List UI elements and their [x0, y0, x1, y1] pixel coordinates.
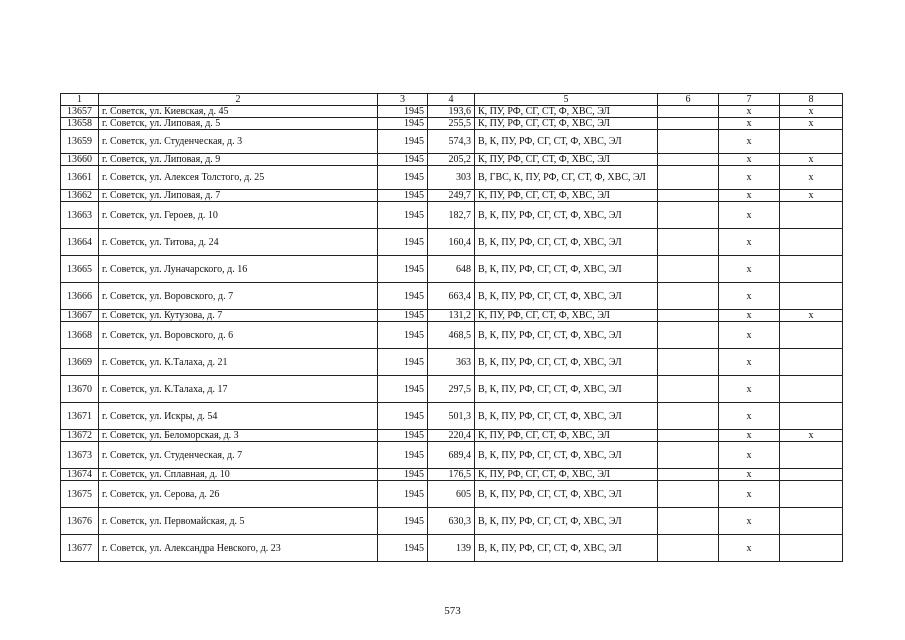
- year-cell: 1945: [378, 469, 428, 481]
- column-7-mark: х: [719, 508, 780, 535]
- column-8-mark: [780, 130, 843, 154]
- address-cell: г. Советск, ул. К.Талаха, д. 21: [99, 349, 378, 376]
- area-cell: 160,4: [428, 229, 475, 256]
- utilities-cell: К, ПУ, РФ, СГ, СТ, Ф, ХВС, ЭЛ: [475, 310, 658, 322]
- address-cell: г. Советск, ул. Титова, д. 24: [99, 229, 378, 256]
- row-number: 13672: [61, 430, 99, 442]
- column-header: 7: [719, 94, 780, 106]
- column-8-mark: [780, 202, 843, 229]
- area-cell: 131,2: [428, 310, 475, 322]
- table-row: [61, 310, 843, 322]
- row-number: 13676: [61, 508, 99, 535]
- column-8-mark: [780, 481, 843, 508]
- column-8-mark: [780, 256, 843, 283]
- area-cell: 630,3: [428, 508, 475, 535]
- table-row: [61, 130, 843, 154]
- utilities-cell: В, К, ПУ, РФ, СГ, СТ, Ф, ХВС, ЭЛ: [475, 322, 658, 349]
- column-header: 2: [99, 94, 378, 106]
- address-cell: г. Советск, ул. Александра Невского, д. 23: [99, 535, 378, 562]
- table-row: [61, 376, 843, 403]
- column-6-cell: [658, 106, 719, 118]
- column-8-mark: [780, 469, 843, 481]
- utilities-cell: К, ПУ, РФ, СГ, СТ, Ф, ХВС, ЭЛ: [475, 190, 658, 202]
- column-8-mark: [780, 535, 843, 562]
- address-cell: г. Советск, ул. Липовая, д. 7: [99, 190, 378, 202]
- column-7-mark: х: [719, 154, 780, 166]
- column-6-cell: [658, 166, 719, 190]
- utilities-cell: К, ПУ, РФ, СГ, СТ, Ф, ХВС, ЭЛ: [475, 430, 658, 442]
- row-number: 13663: [61, 202, 99, 229]
- utilities-cell: В, К, ПУ, РФ, СГ, СТ, Ф, ХВС, ЭЛ: [475, 202, 658, 229]
- utilities-cell: К, ПУ, РФ, СГ, СТ, Ф, ХВС, ЭЛ: [475, 469, 658, 481]
- column-6-cell: [658, 376, 719, 403]
- address-cell: г. Советск, ул. Кутузова, д. 7: [99, 310, 378, 322]
- row-number: 13665: [61, 256, 99, 283]
- table-row: [61, 283, 843, 310]
- column-6-cell: [658, 481, 719, 508]
- column-6-cell: [658, 202, 719, 229]
- area-cell: 648: [428, 256, 475, 283]
- column-6-cell: [658, 283, 719, 310]
- table-row: [61, 442, 843, 469]
- address-cell: г. Советск, ул. Искры, д. 54: [99, 403, 378, 430]
- column-7-mark: х: [719, 322, 780, 349]
- column-6-cell: [658, 118, 719, 130]
- year-cell: 1945: [378, 535, 428, 562]
- area-cell: 297,5: [428, 376, 475, 403]
- column-6-cell: [658, 229, 719, 256]
- column-8-mark: [780, 376, 843, 403]
- area-cell: 220,4: [428, 430, 475, 442]
- table-row: [61, 535, 843, 562]
- column-header: 3: [378, 94, 428, 106]
- column-8-mark: х: [780, 118, 843, 130]
- row-number: 13668: [61, 322, 99, 349]
- column-6-cell: [658, 154, 719, 166]
- column-header: 4: [428, 94, 475, 106]
- table-row: [61, 349, 843, 376]
- column-8-mark: [780, 283, 843, 310]
- column-7-mark: х: [719, 403, 780, 430]
- column-6-cell: [658, 535, 719, 562]
- row-number: 13658: [61, 118, 99, 130]
- column-6-cell: [658, 442, 719, 469]
- column-6-cell: [658, 190, 719, 202]
- area-cell: 205,2: [428, 154, 475, 166]
- year-cell: 1945: [378, 376, 428, 403]
- address-cell: г. Советск, ул. Воровского, д. 7: [99, 283, 378, 310]
- row-number: 13659: [61, 130, 99, 154]
- column-7-mark: х: [719, 283, 780, 310]
- column-7-mark: х: [719, 376, 780, 403]
- column-header: 8: [780, 94, 843, 106]
- area-cell: 501,3: [428, 403, 475, 430]
- year-cell: 1945: [378, 481, 428, 508]
- utilities-cell: К, ПУ, РФ, СГ, СТ, Ф, ХВС, ЭЛ: [475, 106, 658, 118]
- column-7-mark: х: [719, 442, 780, 469]
- utilities-cell: В, К, ПУ, РФ, СГ, СТ, Ф, ХВС, ЭЛ: [475, 256, 658, 283]
- column-6-cell: [658, 256, 719, 283]
- year-cell: 1945: [378, 508, 428, 535]
- table-row: [61, 106, 843, 118]
- table-row: [61, 469, 843, 481]
- year-cell: 1945: [378, 190, 428, 202]
- column-7-mark: х: [719, 130, 780, 154]
- column-7-mark: х: [719, 481, 780, 508]
- header-row: [61, 94, 843, 106]
- row-number: 13671: [61, 403, 99, 430]
- area-cell: 363: [428, 349, 475, 376]
- address-cell: г. Советск, ул. Киевская, д. 45: [99, 106, 378, 118]
- column-7-mark: х: [719, 190, 780, 202]
- year-cell: 1945: [378, 130, 428, 154]
- table-row: [61, 118, 843, 130]
- column-7-mark: х: [719, 202, 780, 229]
- address-cell: г. Советск, ул. Студенческая, д. 7: [99, 442, 378, 469]
- column-header: 5: [475, 94, 658, 106]
- column-6-cell: [658, 403, 719, 430]
- area-cell: 468,5: [428, 322, 475, 349]
- column-7-mark: х: [719, 469, 780, 481]
- column-6-cell: [658, 469, 719, 481]
- utilities-cell: В, К, ПУ, РФ, СГ, СТ, Ф, ХВС, ЭЛ: [475, 376, 658, 403]
- row-number: 13674: [61, 469, 99, 481]
- address-cell: г. Советск, ул. Сплавная, д. 10: [99, 469, 378, 481]
- area-cell: 605: [428, 481, 475, 508]
- column-7-mark: х: [719, 106, 780, 118]
- column-6-cell: [658, 508, 719, 535]
- row-number: 13670: [61, 376, 99, 403]
- utilities-cell: К, ПУ, РФ, СГ, СТ, Ф, ХВС, ЭЛ: [475, 154, 658, 166]
- area-cell: 249,7: [428, 190, 475, 202]
- column-7-mark: х: [719, 229, 780, 256]
- row-number: 13669: [61, 349, 99, 376]
- address-cell: г. Советск, ул. Первомайская, д. 5: [99, 508, 378, 535]
- address-cell: г. Советск, ул. Студенческая, д. 3: [99, 130, 378, 154]
- row-number: 13657: [61, 106, 99, 118]
- area-cell: 689,4: [428, 442, 475, 469]
- address-cell: г. Советск, ул. Героев, д. 10: [99, 202, 378, 229]
- year-cell: 1945: [378, 166, 428, 190]
- utilities-cell: В, К, ПУ, РФ, СГ, СТ, Ф, ХВС, ЭЛ: [475, 535, 658, 562]
- utilities-cell: В, К, ПУ, РФ, СГ, СТ, Ф, ХВС, ЭЛ: [475, 481, 658, 508]
- year-cell: 1945: [378, 256, 428, 283]
- row-number: 13666: [61, 283, 99, 310]
- utilities-cell: В, К, ПУ, РФ, СГ, СТ, Ф, ХВС, ЭЛ: [475, 283, 658, 310]
- row-number: 13661: [61, 166, 99, 190]
- year-cell: 1945: [378, 106, 428, 118]
- table-row: [61, 256, 843, 283]
- utilities-cell: В, К, ПУ, РФ, СГ, СТ, Ф, ХВС, ЭЛ: [475, 508, 658, 535]
- column-8-mark: [780, 322, 843, 349]
- column-6-cell: [658, 310, 719, 322]
- table-row: [61, 154, 843, 166]
- address-cell: г. Советск, ул. Липовая, д. 5: [99, 118, 378, 130]
- column-7-mark: х: [719, 118, 780, 130]
- area-cell: 255,5: [428, 118, 475, 130]
- column-6-cell: [658, 430, 719, 442]
- utilities-cell: В, К, ПУ, РФ, СГ, СТ, Ф, ХВС, ЭЛ: [475, 349, 658, 376]
- utilities-cell: В, К, ПУ, РФ, СГ, СТ, Ф, ХВС, ЭЛ: [475, 403, 658, 430]
- column-8-mark: [780, 349, 843, 376]
- table-row: [61, 166, 843, 190]
- table-row: [61, 229, 843, 256]
- column-8-mark: х: [780, 166, 843, 190]
- column-6-cell: [658, 130, 719, 154]
- column-6-cell: [658, 349, 719, 376]
- column-header: 6: [658, 94, 719, 106]
- table-row: [61, 508, 843, 535]
- column-8-mark: х: [780, 310, 843, 322]
- area-cell: 574,3: [428, 130, 475, 154]
- column-header: 1: [61, 94, 99, 106]
- column-8-mark: х: [780, 106, 843, 118]
- year-cell: 1945: [378, 349, 428, 376]
- year-cell: 1945: [378, 310, 428, 322]
- table-body: [61, 106, 843, 562]
- table-row: [61, 403, 843, 430]
- column-8-mark: [780, 403, 843, 430]
- column-8-mark: [780, 442, 843, 469]
- column-8-mark: [780, 229, 843, 256]
- utilities-cell: В, ГВС, К, ПУ, РФ, СГ, СТ, Ф, ХВС, ЭЛ: [475, 166, 658, 190]
- column-7-mark: х: [719, 349, 780, 376]
- address-cell: г. Советск, ул. Серова, д. 26: [99, 481, 378, 508]
- utilities-cell: В, К, ПУ, РФ, СГ, СТ, Ф, ХВС, ЭЛ: [475, 130, 658, 154]
- column-7-mark: х: [719, 430, 780, 442]
- area-cell: 182,7: [428, 202, 475, 229]
- row-number: 13667: [61, 310, 99, 322]
- utilities-cell: К, ПУ, РФ, СГ, СТ, Ф, ХВС, ЭЛ: [475, 118, 658, 130]
- year-cell: 1945: [378, 283, 428, 310]
- utilities-cell: В, К, ПУ, РФ, СГ, СТ, Ф, ХВС, ЭЛ: [475, 229, 658, 256]
- column-8-mark: х: [780, 154, 843, 166]
- area-cell: 663,4: [428, 283, 475, 310]
- table-row: [61, 430, 843, 442]
- table-row: [61, 481, 843, 508]
- address-cell: г. Советск, ул. Беломорская, д. 3: [99, 430, 378, 442]
- column-8-mark: [780, 508, 843, 535]
- column-7-mark: х: [719, 310, 780, 322]
- column-7-mark: х: [719, 256, 780, 283]
- column-7-mark: х: [719, 166, 780, 190]
- column-8-mark: х: [780, 190, 843, 202]
- row-number: 13677: [61, 535, 99, 562]
- year-cell: 1945: [378, 430, 428, 442]
- housing-register-table: [60, 93, 843, 562]
- year-cell: 1945: [378, 403, 428, 430]
- year-cell: 1945: [378, 154, 428, 166]
- year-cell: 1945: [378, 229, 428, 256]
- address-cell: г. Советск, ул. Алексея Толстого, д. 25: [99, 166, 378, 190]
- area-cell: 193,6: [428, 106, 475, 118]
- row-number: 13664: [61, 229, 99, 256]
- row-number: 13662: [61, 190, 99, 202]
- table-row: [61, 202, 843, 229]
- utilities-cell: В, К, ПУ, РФ, СГ, СТ, Ф, ХВС, ЭЛ: [475, 442, 658, 469]
- column-7-mark: х: [719, 535, 780, 562]
- address-cell: г. Советск, ул. Воровского, д. 6: [99, 322, 378, 349]
- table-row: [61, 322, 843, 349]
- year-cell: 1945: [378, 202, 428, 229]
- column-6-cell: [658, 322, 719, 349]
- address-cell: г. Советск, ул. Луначарского, д. 16: [99, 256, 378, 283]
- year-cell: 1945: [378, 442, 428, 469]
- area-cell: 303: [428, 166, 475, 190]
- area-cell: 176,5: [428, 469, 475, 481]
- row-number: 13675: [61, 481, 99, 508]
- column-8-mark: х: [780, 430, 843, 442]
- year-cell: 1945: [378, 322, 428, 349]
- year-cell: 1945: [378, 118, 428, 130]
- row-number: 13673: [61, 442, 99, 469]
- table-row: [61, 190, 843, 202]
- row-number: 13660: [61, 154, 99, 166]
- address-cell: г. Советск, ул. К.Талаха, д. 17: [99, 376, 378, 403]
- page-number: 573: [444, 605, 461, 617]
- address-cell: г. Советск, ул. Липовая, д. 9: [99, 154, 378, 166]
- area-cell: 139: [428, 535, 475, 562]
